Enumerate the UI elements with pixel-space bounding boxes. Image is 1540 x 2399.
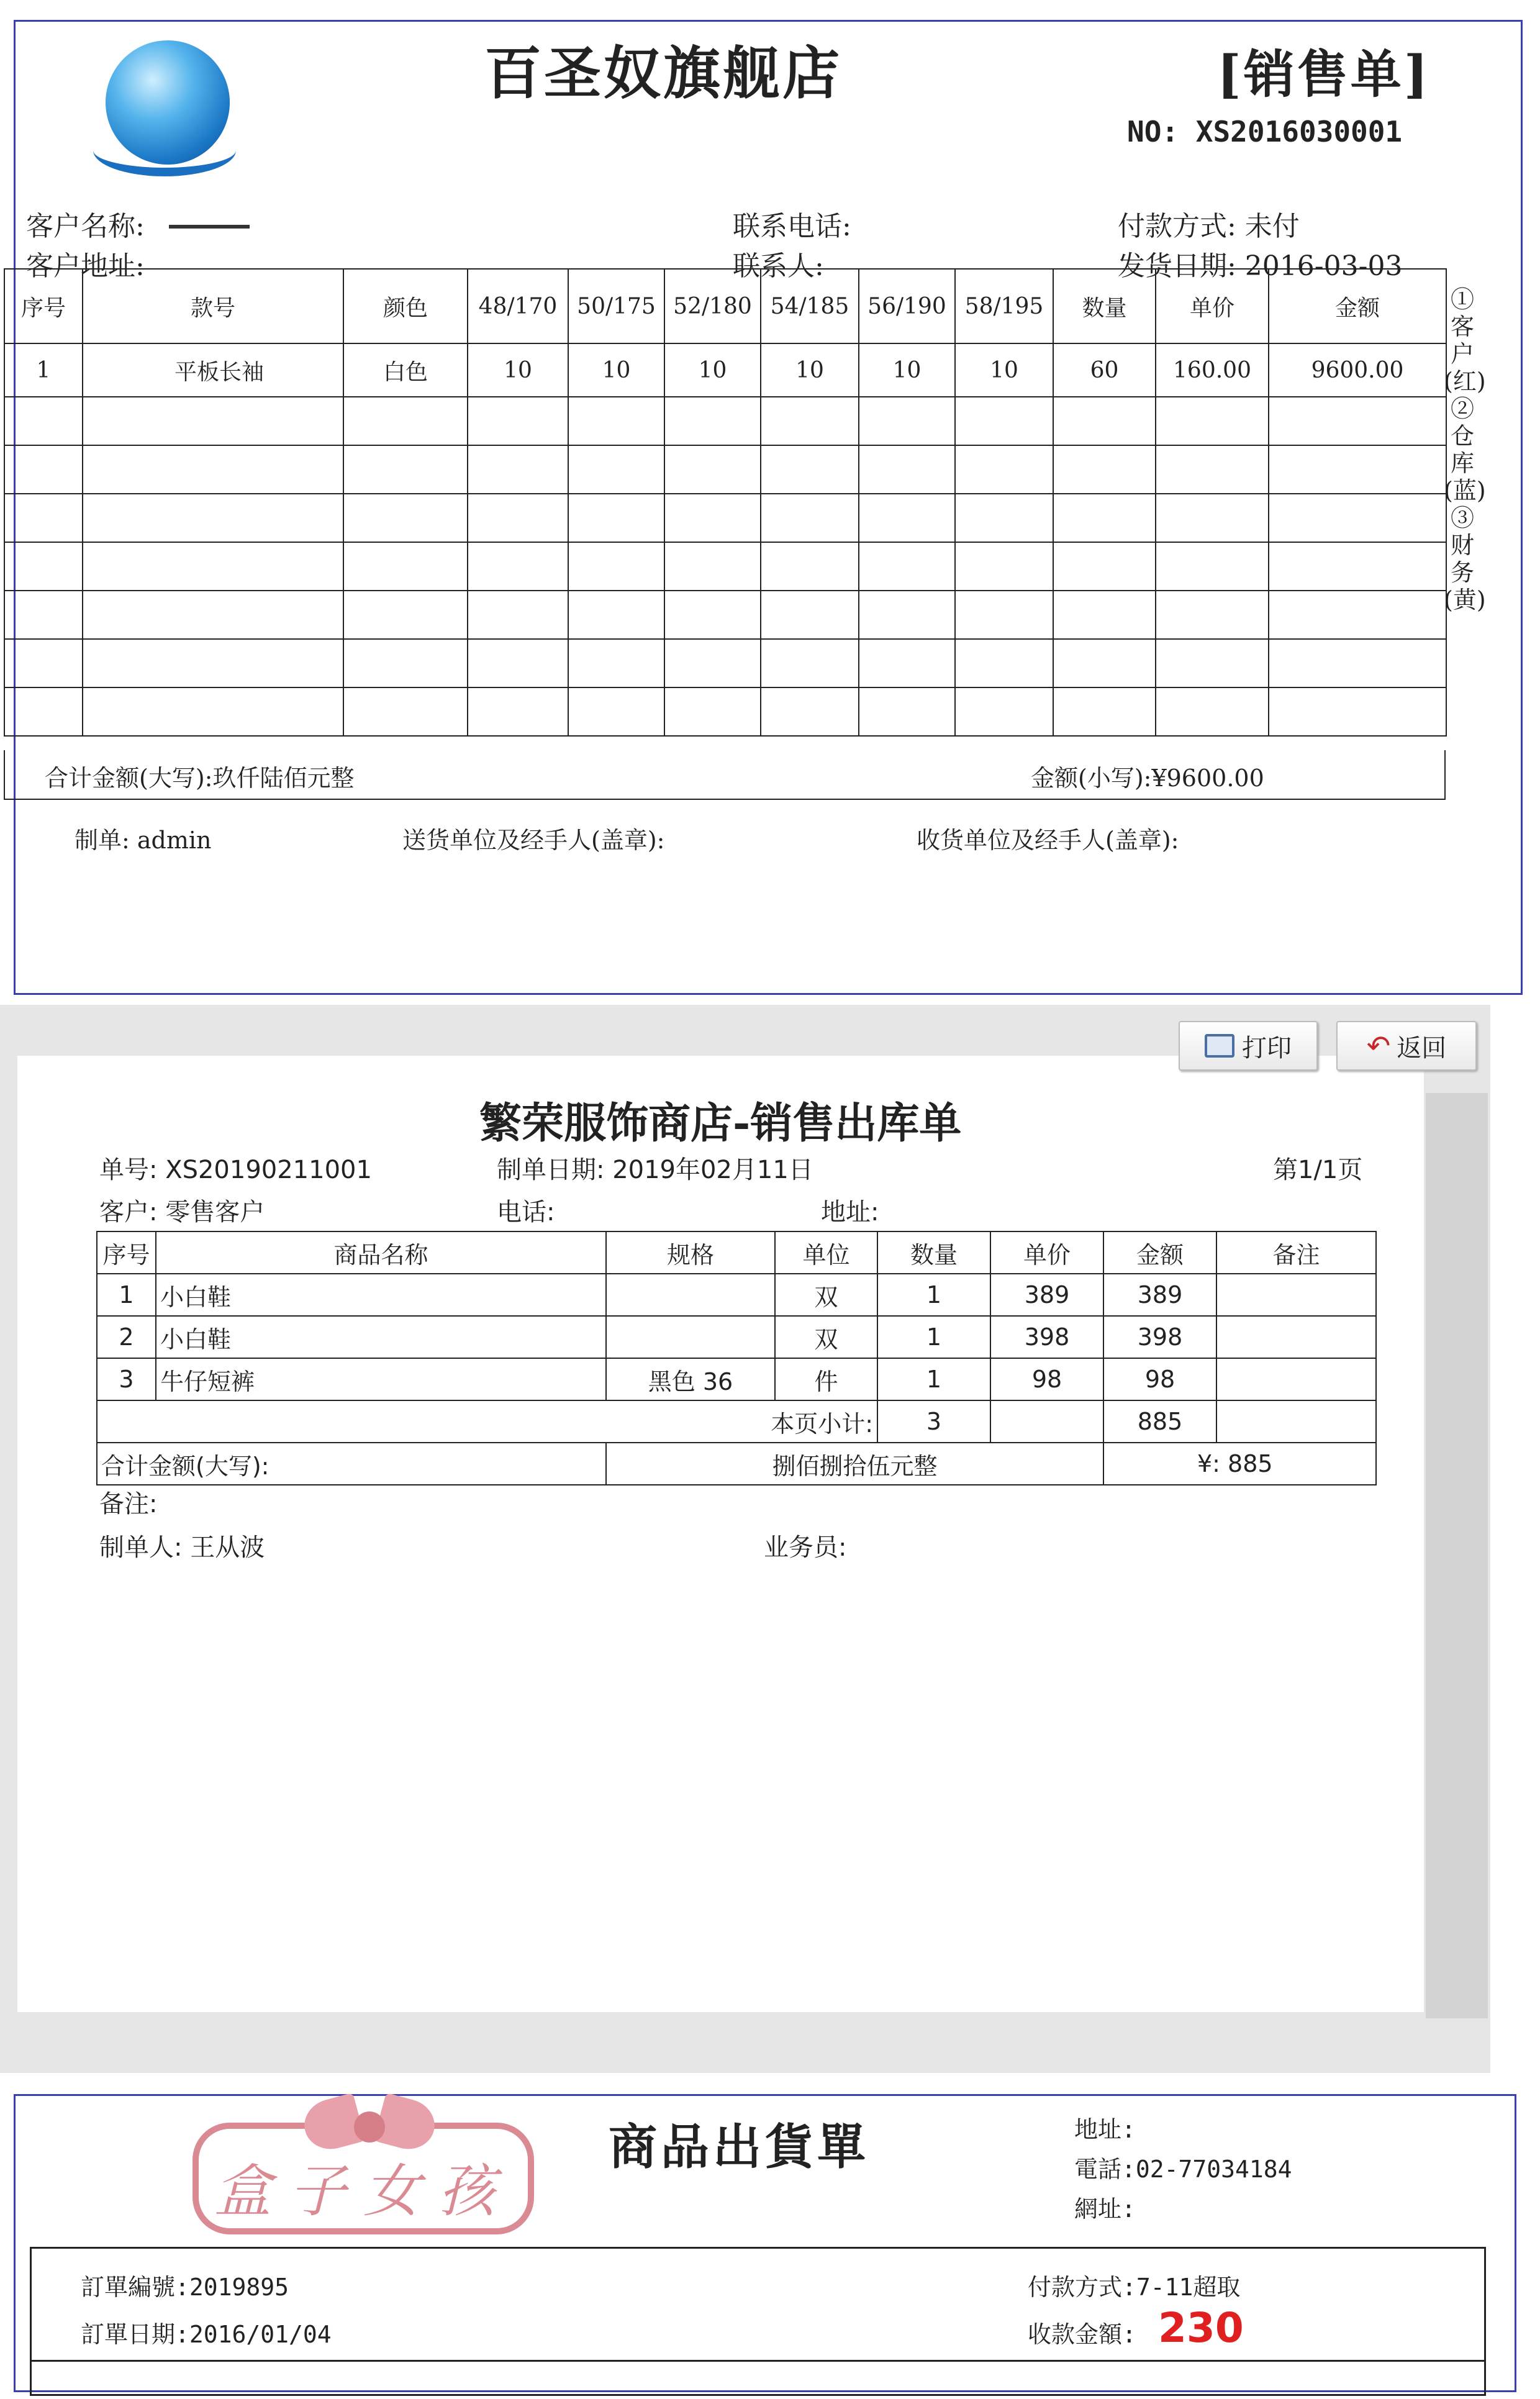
ship-date: 发货日期: 2016-03-03 — [1118, 250, 1403, 282]
table-row-empty — [4, 639, 1446, 687]
back-button[interactable] — [1336, 1021, 1477, 1071]
subtotal-label: 本页小计: — [97, 1400, 877, 1443]
print-button[interactable] — [1179, 1021, 1318, 1071]
cell — [568, 542, 664, 591]
cell — [468, 687, 568, 736]
cell — [955, 591, 1053, 639]
cell — [1053, 397, 1156, 445]
customer-name-label: 客户名称: — [26, 211, 145, 242]
order-date: 訂單日期:2016/01/04 — [81, 2321, 332, 2348]
cell — [83, 639, 343, 687]
cell — [1216, 1274, 1376, 1316]
cell — [568, 445, 664, 494]
cell — [1269, 445, 1446, 494]
cell — [664, 687, 761, 736]
col-header: 48/170 — [468, 269, 568, 343]
website: 網址: — [1074, 2195, 1136, 2223]
col-header: 金额 — [1103, 1231, 1216, 1274]
cell — [468, 591, 568, 639]
table-header-row — [4, 269, 1446, 343]
cell — [859, 542, 955, 591]
table-row — [97, 1316, 1376, 1358]
cell — [761, 591, 859, 639]
cell — [568, 397, 664, 445]
amount: 230 — [1158, 2304, 1244, 2352]
slip-title: 繁荣服饰商店-销售出库单 — [479, 1099, 962, 1148]
cell — [859, 445, 955, 494]
col-header: 单位 — [775, 1231, 877, 1274]
outbound-table — [96, 1231, 1377, 1485]
col-header: 序号 — [97, 1231, 156, 1274]
cell — [955, 445, 1053, 494]
cell — [761, 639, 859, 687]
col-header: 序号 — [4, 269, 83, 343]
cell — [1156, 687, 1269, 736]
cell — [990, 1400, 1103, 1443]
doc-no: NO: XS2016030001 — [1127, 115, 1403, 148]
cell: 10 — [568, 343, 664, 397]
payment: 付款方式:7-11超取 — [1028, 2274, 1241, 2301]
cell: 双 — [775, 1274, 877, 1316]
col-header: 备注 — [1216, 1231, 1376, 1274]
customer: 客户: 零售客户 — [99, 1198, 265, 1227]
order-no: 訂單編號:2019895 — [81, 2274, 289, 2301]
cell — [343, 397, 468, 445]
page-info: 第1/1页 — [1273, 1156, 1363, 1184]
cell — [859, 639, 955, 687]
total-caps: 捌佰捌拾伍元整 — [606, 1443, 1103, 1485]
cell — [1156, 639, 1269, 687]
contact-label: 联系人: — [733, 250, 824, 282]
col-header: 商品名称 — [156, 1231, 606, 1274]
back-arrow-icon: ↶ — [1366, 1029, 1391, 1063]
total-small: 金额(小写):¥9600.00 — [1031, 764, 1264, 792]
cell — [1269, 687, 1446, 736]
cell — [859, 687, 955, 736]
cell — [1053, 639, 1156, 687]
cell — [468, 445, 568, 494]
cell: 件 — [775, 1358, 877, 1400]
brand-logo-text: 盒子女孩 — [214, 2158, 512, 2224]
col-header: 50/175 — [568, 269, 664, 343]
cell — [83, 687, 343, 736]
col-header: 56/190 — [859, 269, 955, 343]
phone-label: 联系电话: — [733, 211, 851, 242]
cell — [761, 542, 859, 591]
address: 地址: — [1074, 2116, 1136, 2143]
cell — [343, 687, 468, 736]
col-header: 52/180 — [664, 269, 761, 343]
subtotal-amount: 885 — [1103, 1400, 1216, 1443]
cell — [1269, 494, 1446, 542]
col-header: 数量 — [1053, 269, 1156, 343]
cell: 1 — [877, 1358, 990, 1400]
cell — [568, 591, 664, 639]
total-caps-label — [97, 1443, 606, 1485]
cell — [468, 397, 568, 445]
cell: 牛仔短裤 — [156, 1358, 606, 1400]
cell: 3 — [97, 1358, 156, 1400]
col-header: 颜色 — [343, 269, 468, 343]
amount-label: 收款金額: — [1028, 2321, 1136, 2348]
cell — [1156, 445, 1269, 494]
cell: 398 — [1103, 1316, 1216, 1358]
cell: 389 — [990, 1274, 1103, 1316]
cell — [4, 591, 83, 639]
col-header: 款号 — [83, 269, 343, 343]
cell — [606, 1274, 775, 1316]
cell — [1053, 687, 1156, 736]
globe-logo-swoosh — [93, 124, 236, 176]
subtotal-row — [97, 1400, 1376, 1443]
cell — [468, 494, 568, 542]
delivery-sign: 送货单位及经手人(盖章): — [402, 827, 665, 854]
cell: 9600.00 — [1269, 343, 1446, 397]
subtotal-qty: 3 — [877, 1400, 990, 1443]
total-row — [97, 1443, 1376, 1485]
cell — [4, 542, 83, 591]
cell: 1 — [877, 1316, 990, 1358]
cell — [568, 494, 664, 542]
shipping-title: 商品出貨單 — [609, 2119, 870, 2175]
cell — [343, 542, 468, 591]
table-row-empty — [4, 397, 1446, 445]
cell — [1216, 1358, 1376, 1400]
table-row-empty — [4, 591, 1446, 639]
cell: 60 — [1053, 343, 1156, 397]
cell — [83, 494, 343, 542]
cell: 10 — [955, 343, 1053, 397]
cell — [1053, 591, 1156, 639]
payment-method: 付款方式: 未付 — [1118, 211, 1300, 242]
cell — [761, 687, 859, 736]
col-header: 金额 — [1269, 269, 1446, 343]
cell — [1269, 591, 1446, 639]
cell — [664, 445, 761, 494]
receive-sign: 收货单位及经手人(盖章): — [917, 827, 1179, 854]
cell — [568, 639, 664, 687]
made-by: 制单人: 王从波 — [99, 1533, 265, 1562]
back-button-label: 返回 — [1397, 1033, 1447, 1063]
cell — [1216, 1316, 1376, 1358]
phone: 電話:02-77034184 — [1074, 2156, 1292, 2183]
cell — [4, 445, 83, 494]
cell — [859, 591, 955, 639]
col-header: 58/195 — [955, 269, 1053, 343]
cell — [1053, 542, 1156, 591]
remark: 备注: — [99, 1490, 158, 1518]
items-header-row — [30, 2360, 1486, 2399]
cell — [83, 591, 343, 639]
table-row-empty — [4, 445, 1446, 494]
cell — [761, 445, 859, 494]
cell — [1156, 542, 1269, 591]
cell — [955, 494, 1053, 542]
cell — [1269, 542, 1446, 591]
sales-table — [4, 268, 1447, 737]
cell: 黑色 36 — [606, 1358, 775, 1400]
store-title: 百圣奴旗舰店 — [484, 40, 843, 107]
order-no: 单号: XS20190211001 — [99, 1156, 372, 1184]
cell — [1156, 591, 1269, 639]
cell: 10 — [468, 343, 568, 397]
paper-shadow — [1426, 1093, 1488, 2018]
copy-distribution-note: ①客户(红)②仓库(蓝)③财务(黄) — [1444, 286, 1486, 614]
cell — [1053, 494, 1156, 542]
cell — [343, 591, 468, 639]
printer-icon — [1205, 1034, 1234, 1058]
cell: 160.00 — [1156, 343, 1269, 397]
table-row — [97, 1274, 1376, 1316]
customer-address-label: 客户地址: — [26, 250, 145, 282]
cell — [664, 494, 761, 542]
cell — [83, 542, 343, 591]
made-by: 制单: admin — [75, 827, 212, 854]
cell: 平板长袖 — [83, 343, 343, 397]
cell — [4, 639, 83, 687]
col-header: 规格 — [606, 1231, 775, 1274]
cell: 2 — [97, 1316, 156, 1358]
cell: 1 — [877, 1274, 990, 1316]
cell — [761, 397, 859, 445]
cell: 白色 — [343, 343, 468, 397]
doc-type: [销售单] — [1217, 45, 1431, 104]
cell: 1 — [4, 343, 83, 397]
cell — [4, 397, 83, 445]
table-row-empty — [4, 687, 1446, 736]
salesman: 业务员: — [764, 1533, 847, 1562]
cell — [955, 397, 1053, 445]
cell: 389 — [1103, 1274, 1216, 1316]
cell — [859, 397, 955, 445]
address: 地址: — [821, 1198, 879, 1227]
table-row-empty — [4, 542, 1446, 591]
cell — [955, 639, 1053, 687]
cell: 1 — [97, 1274, 156, 1316]
total-small: ¥: 885 — [1103, 1443, 1376, 1485]
total-caps: 合计金额(大写):玖仟陆佰元整 — [45, 764, 355, 792]
cell — [761, 494, 859, 542]
cell — [83, 397, 343, 445]
col-header: 54/185 — [761, 269, 859, 343]
cell — [606, 1316, 775, 1358]
table-row — [97, 1358, 1376, 1400]
cell: 小白鞋 — [156, 1316, 606, 1358]
cell — [1269, 397, 1446, 445]
table-row — [4, 343, 1446, 397]
cell — [664, 397, 761, 445]
total-caps-label-text: 合计金额(大写): — [101, 1452, 270, 1480]
cell — [1269, 639, 1446, 687]
cell — [664, 639, 761, 687]
made-date: 制单日期: 2019年02月11日 — [497, 1156, 813, 1184]
cell — [343, 639, 468, 687]
col-header: 数量 — [877, 1231, 990, 1274]
cell — [955, 687, 1053, 736]
cell: 98 — [1103, 1358, 1216, 1400]
cell — [1156, 397, 1269, 445]
cell — [4, 494, 83, 542]
cell — [664, 591, 761, 639]
table-row-empty — [4, 494, 1446, 542]
cell — [468, 639, 568, 687]
cell: 10 — [859, 343, 955, 397]
customer-name-redacted — [169, 225, 250, 229]
cell — [1156, 494, 1269, 542]
bow-knot-icon — [354, 2111, 385, 2143]
cell — [955, 542, 1053, 591]
cell — [568, 687, 664, 736]
cell: 10 — [761, 343, 859, 397]
cell — [343, 445, 468, 494]
cell: 398 — [990, 1316, 1103, 1358]
col-header: 单价 — [1156, 269, 1269, 343]
col-header: 单价 — [990, 1231, 1103, 1274]
phone: 电话: — [497, 1198, 555, 1227]
cell: 98 — [990, 1358, 1103, 1400]
cell — [1216, 1400, 1376, 1443]
print-button-label: 打印 — [1242, 1033, 1292, 1063]
cell — [343, 494, 468, 542]
cell — [83, 445, 343, 494]
table-header-row — [97, 1231, 1376, 1274]
cell: 双 — [775, 1316, 877, 1358]
cell — [664, 542, 761, 591]
cell — [4, 687, 83, 736]
cell: 10 — [664, 343, 761, 397]
cell — [468, 542, 568, 591]
cell — [859, 494, 955, 542]
cell: 小白鞋 — [156, 1274, 606, 1316]
cell — [1053, 445, 1156, 494]
